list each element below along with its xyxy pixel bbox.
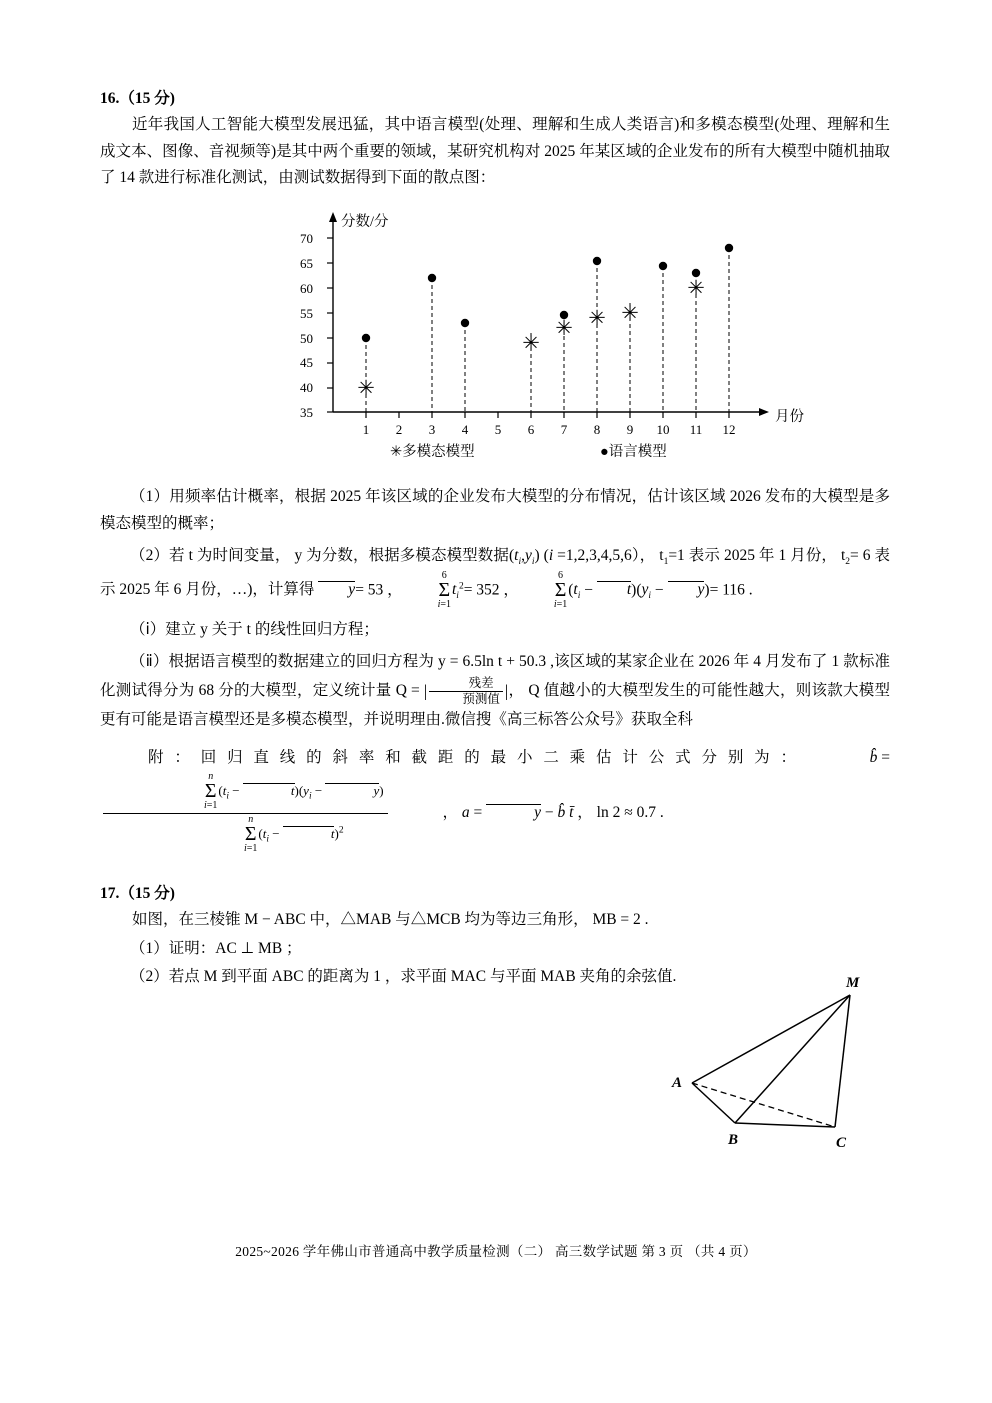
svg-text:45: 45 bbox=[300, 354, 313, 370]
svg-text:70: 70 bbox=[300, 230, 313, 246]
question-16-sub-i: （ⅰ）建立 y 关于 t 的线性回归方程； bbox=[130, 620, 379, 638]
question-16-part-2: （2）若 t 为时间变量， y 为分数，根据多模态模型数据$(t_i,y_i)$ (i =1,2,3,4,5,6）， $t_1=1$ 表示 2025 年 1 月份， $t_2= 6$ 表示 2025 年 6 月份，…)，计算得 y= 53 ， 6 Σ i=1 $t_i^2= 352$ ， 6 Σ i=1 $(t_i - t)(y_i - y)= 116$ . bbox=[100, 547, 890, 611]
svg-text:4: 4 bbox=[461, 421, 469, 437]
sum-numerator: n Σ i=1 bbox=[204, 770, 218, 812]
q16-subii-text-a: （ⅱ）根据语言模型的数据建立的回归方程为 y = 6.5ln t + 50.3 ,该区域的某家企业在 2026 年 4 月发布了 1 款标准化测试得分为 68 分的大模型，定义统计量 Q = bbox=[100, 653, 890, 699]
residual-denominator: 预测值 bbox=[429, 691, 503, 707]
q16-part2-text-b: ）， t bbox=[631, 547, 664, 565]
question-16-appendix: 附：回归直线的斜率和截距的最小二乘估计公式分别为： b̂ = n Σ i=1 $(t_i - t)(y_i - y)$ n Σ i=1 $(t_i - t)^2$ ， a = y − b̂ t̄ ， ln 2 ≈ 0.7 . bbox=[100, 745, 890, 855]
figure-label-m: M bbox=[846, 975, 860, 991]
least-squares-formula: n Σ i=1 $(t_i - t)(y_i - y)$ n Σ i=1 $(t_i - t)^2$ bbox=[103, 772, 388, 855]
question-16-sub-ii: （ⅱ）根据语言模型的数据建立的回归方程为 y = 6.5ln t + 50.3 ,该区域的某家企业在 2026 年 4 月发布了 1 款标准化测试得分为 68 分的大模型，定义统计量 Q = | $\frac{\text{残差}}{\text{预测值}}$ |， Q 值越小的大模型发生的可能性越大，则该款大模型更有可能是语言模型还是多模态模型，并说明理由.微信搜《高三标答公众号》获取全科 bbox=[100, 653, 891, 728]
sum-t-squared: 6 Σ i=1 bbox=[437, 569, 451, 611]
tetrahedron-figure bbox=[660, 975, 920, 1165]
svg-text:✳: ✳ bbox=[687, 275, 705, 300]
question-16-part-1: （1）用频率估计概率，根据 2025 年该区域的企业发布大模型的分布情况，估计该区域 2026 发布的大模型是多模态模型的概率； bbox=[100, 487, 890, 532]
svg-text:50: 50 bbox=[300, 330, 313, 346]
svg-text:2: 2 bbox=[395, 421, 403, 437]
svg-text:✳: ✳ bbox=[522, 330, 540, 355]
legend-marker-dot: ● bbox=[600, 443, 609, 460]
svg-text:35: 35 bbox=[300, 404, 313, 420]
figure-label-b: B bbox=[728, 1132, 739, 1148]
svg-text:月份: 月份 bbox=[775, 408, 804, 425]
svg-text:3: 3 bbox=[428, 421, 436, 437]
q16-part2-text-e: = 53 ， bbox=[355, 581, 403, 599]
svg-text:✳: ✳ bbox=[555, 315, 573, 340]
q16-subii-text-b: ， Q 值越小的大模型发生的可能性越大，则该款大模型更有可能是语言模型还是多模态模型，并说明理由. bbox=[100, 681, 891, 728]
q16-part2-text-f: = 352 ， bbox=[463, 581, 519, 599]
residual-fraction bbox=[429, 676, 503, 707]
question-16-number: 16.（15 分) bbox=[100, 90, 175, 107]
svg-text:12: 12 bbox=[722, 421, 736, 437]
sum-denominator: n Σ i=1 bbox=[243, 813, 258, 855]
question-17-number: 17.（15 分) bbox=[100, 884, 175, 902]
svg-text:7: 7 bbox=[560, 421, 568, 437]
svg-text:40: 40 bbox=[300, 379, 313, 395]
watermark-text: 微信搜《高三标答公众号》获取全科 bbox=[444, 710, 693, 728]
svg-text:1: 1 bbox=[362, 421, 370, 437]
appendix-tail: ln 2 ≈ 0.7 . bbox=[596, 804, 664, 821]
q16-part2-text-a: （2）若 t 为时间变量， y 为分数，根据多模态模型数据 bbox=[130, 547, 509, 565]
figure-label-a: A bbox=[672, 1075, 683, 1091]
question-16-stem: 近年我国人工智能大模型发展迅猛，其中语言模型(处理、理解和生成人类语言)和多模态模型(处理、理解和生成文本、图像、音视频等)是其中两个重要的领域，某研究机构对 2025 年某区域的企业发布的所有大模型中随机抽取了 14 款进行标准化测试，由测试数据得到下面的散点图： bbox=[100, 116, 890, 187]
question-17-part-1: （1）证明：AC ⊥ MB ； bbox=[130, 939, 302, 957]
svg-text:9: 9 bbox=[626, 421, 634, 437]
svg-text:11: 11 bbox=[689, 421, 703, 437]
svg-text:8: 8 bbox=[593, 421, 601, 437]
legend-marker-star: ✳ bbox=[390, 443, 403, 460]
svg-text:65: 65 bbox=[300, 255, 313, 271]
legend-multimodal bbox=[390, 440, 475, 461]
q16-part2-text-g: = 116 . bbox=[709, 581, 753, 599]
scatter-chart bbox=[100, 202, 890, 470]
figure-label-c: C bbox=[836, 1135, 847, 1151]
svg-text:5: 5 bbox=[494, 421, 502, 437]
svg-text:✳: ✳ bbox=[588, 305, 606, 330]
sum-cross-product: 6 Σ i=1 bbox=[553, 569, 568, 611]
page-footer: 2025~2026 学年佛山市普通高中教学质量检测（二） 高三数学试题 第 3 页 （共 4 页） bbox=[235, 1244, 757, 1259]
svg-text:6: 6 bbox=[527, 421, 535, 437]
legend-label-multimodal: 多模态模型 bbox=[402, 443, 475, 460]
svg-text:55: 55 bbox=[300, 305, 313, 321]
question-17-stem: 如图，在三棱锥 M − ABC 中，△MAB 与△MCB 均为等边三角形， MB = 2 . bbox=[132, 910, 649, 928]
svg-text:10: 10 bbox=[656, 421, 670, 437]
page-content bbox=[100, 86, 890, 993]
legend-language bbox=[600, 440, 667, 461]
svg-text:分数/分: 分数/分 bbox=[341, 213, 389, 230]
svg-text:✳: ✳ bbox=[621, 300, 639, 325]
svg-text:60: 60 bbox=[300, 280, 313, 296]
residual-numerator: 残差 bbox=[468, 676, 494, 691]
appendix-label: 附：回归直线的斜率和截距的最小二乘估计公式分别为： bbox=[148, 749, 807, 767]
question-17-part-2: （2）若点 M 到平面 ABC 的距离为 1 ，求平面 MAC 与平面 MAB 夹角的余弦值. bbox=[130, 968, 677, 986]
legend-label-language: 语言模型 bbox=[608, 443, 667, 460]
q16-part2-text-d: = 6 表示 2025 年 6 月份，…)，计算得 bbox=[100, 547, 890, 599]
svg-text:✳: ✳ bbox=[357, 375, 375, 400]
q16-part2-text-c: =1 表示 2025 年 1 月份， t bbox=[668, 547, 846, 565]
